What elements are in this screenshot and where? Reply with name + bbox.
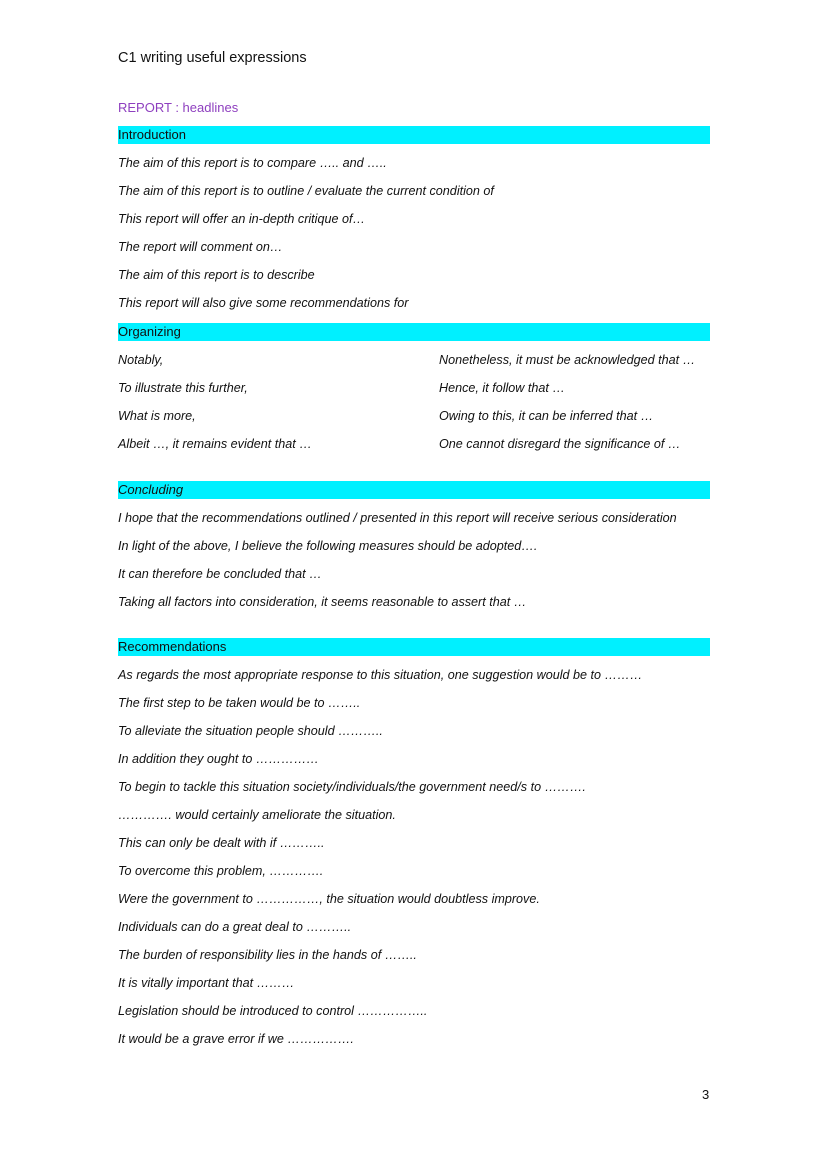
organizing-line: Nonetheless, it must be acknowledged that … — [439, 353, 696, 367]
organizing-left-column — [118, 352, 418, 464]
concluding-line: Taking all factors into consideration, it seems reasonable to assert that … — [118, 595, 527, 609]
organizing-line: Albeit …, it remains evident that … — [118, 437, 312, 451]
recommendation-line: To alleviate the situation people should ……….. — [118, 724, 383, 738]
organizing-line: What is more, — [118, 409, 196, 423]
organizing-columns — [118, 352, 710, 492]
recommendation-line: The burden of responsibility lies in the hands of …….. — [118, 948, 417, 962]
organizing-right-column — [439, 352, 707, 464]
section-heading-organizing: Organizing — [118, 323, 710, 341]
introduction-line: The aim of this report is to compare ….. and ….. — [118, 156, 387, 170]
section-heading-recommendations: Recommendations — [118, 638, 710, 656]
recommendation-line: As regards the most appropriate response to this situation, one suggestion would be to ……… — [118, 668, 643, 682]
section-concluding — [118, 481, 710, 622]
introduction-line: This report will also give some recommendations for — [118, 296, 409, 310]
report-subtitle: REPORT : headlines — [118, 100, 239, 115]
introduction-line: The aim of this report is to outline / evaluate the current condition of — [118, 184, 494, 198]
document-title: C1 writing useful expressions — [118, 50, 307, 66]
recommendation-line: It is vitally important that ……… — [118, 976, 295, 990]
section-recommendations — [118, 638, 710, 1059]
recommendation-line: This can only be dealt with if ……….. — [118, 836, 325, 850]
organizing-line: One cannot disregard the significance of … — [439, 437, 681, 451]
recommendation-line: It would be a grave error if we ……………. — [118, 1032, 354, 1046]
organizing-line: Hence, it follow that … — [439, 381, 565, 395]
section-heading-introduction: Introduction — [118, 126, 710, 144]
page-number: 3 — [702, 1087, 710, 1102]
organizing-line: Notably, — [118, 353, 164, 367]
section-organizing — [118, 323, 710, 492]
concluding-line: I hope that the recommendations outlined / presented in this report will receive serious consideration — [118, 511, 677, 525]
recommendation-line: To overcome this problem, …………. — [118, 864, 324, 878]
introduction-line: The aim of this report is to describe — [118, 268, 315, 282]
introduction-line: This report will offer an in-depth critique of… — [118, 212, 366, 226]
section-introduction — [118, 126, 710, 323]
concluding-line: It can therefore be concluded that … — [118, 567, 322, 581]
recommendation-line: Were the government to ……………, the situation would doubtless improve. — [118, 892, 540, 906]
recommendation-line: Individuals can do a great deal to ……….. — [118, 920, 352, 934]
organizing-line: Owing to this, it can be inferred that … — [439, 409, 654, 423]
recommendation-line: To begin to tackle this situation society/individuals/the government need/s to ………. — [118, 780, 586, 794]
recommendation-line: The first step to be taken would be to …….. — [118, 696, 361, 710]
recommendation-line: In addition they ought to …………… — [118, 752, 319, 766]
recommendation-line: Legislation should be introduced to control …………….. — [118, 1004, 428, 1018]
organizing-line: To illustrate this further, — [118, 381, 248, 395]
section-heading-concluding: Concluding — [118, 481, 710, 499]
concluding-line: In light of the above, I believe the following measures should be adopted…. — [118, 539, 538, 553]
introduction-line: The report will comment on… — [118, 240, 283, 254]
recommendation-line: …………. would certainly ameliorate the situation. — [118, 808, 396, 822]
